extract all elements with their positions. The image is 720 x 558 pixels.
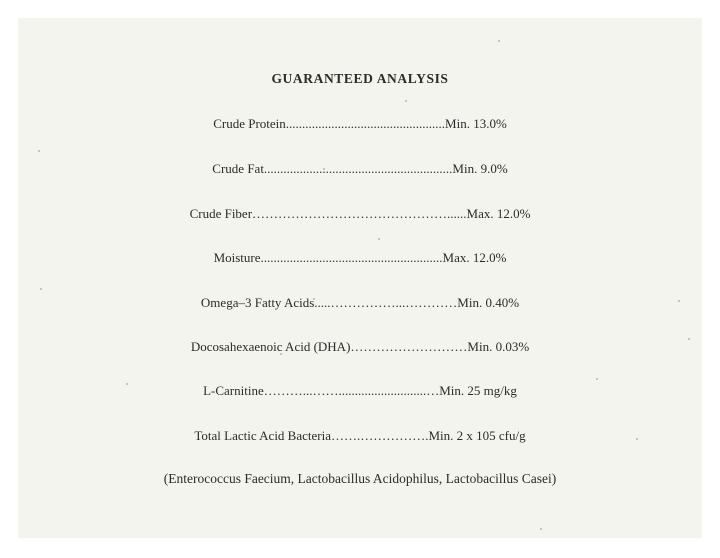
analysis-row-crude-protein: Crude Protein.................................................Min. 13.0% xyxy=(213,116,507,131)
paper-speck xyxy=(596,378,598,380)
analysis-row-crude-fat: Crude Fat..........................................................Min. 9.0% xyxy=(212,161,508,176)
paper-speck xyxy=(378,238,380,240)
bacteria-strains-note: (Enterococcus Faecium, Lactobacillus Acidophilus, Lactobacillus Casei) xyxy=(163,471,557,486)
paper-speck xyxy=(498,40,500,42)
paper-speck xyxy=(40,288,42,290)
analysis-row-moisture: Moisture........................................................Max. 12.0% xyxy=(213,250,507,265)
analysis-row-lactic-acid-bacteria: Total Lactic Acid Bacteria…….…………….Min. 2 x 105 cfu/g xyxy=(194,428,526,443)
analysis-row-l-carnitine: L-Carnitine………...……...........................…Min. 25 mg/kg xyxy=(203,383,517,398)
paper-speck xyxy=(405,100,407,102)
analysis-document xyxy=(18,18,702,538)
paper-speck xyxy=(540,528,542,530)
analysis-row-omega-3: Omega–3 Fatty Acids.....……………...…………Min. 0.40% xyxy=(200,295,520,310)
analysis-row-dha: Docosahexaenoic Acid (DHA)………………………Min. 0.03% xyxy=(190,339,530,354)
analysis-row-crude-fiber: Crude Fiber………………………………………......Max. 12.0% xyxy=(189,206,531,221)
paper-speck xyxy=(38,150,40,152)
document-title: GUARANTEED ANALYSIS xyxy=(271,71,449,86)
